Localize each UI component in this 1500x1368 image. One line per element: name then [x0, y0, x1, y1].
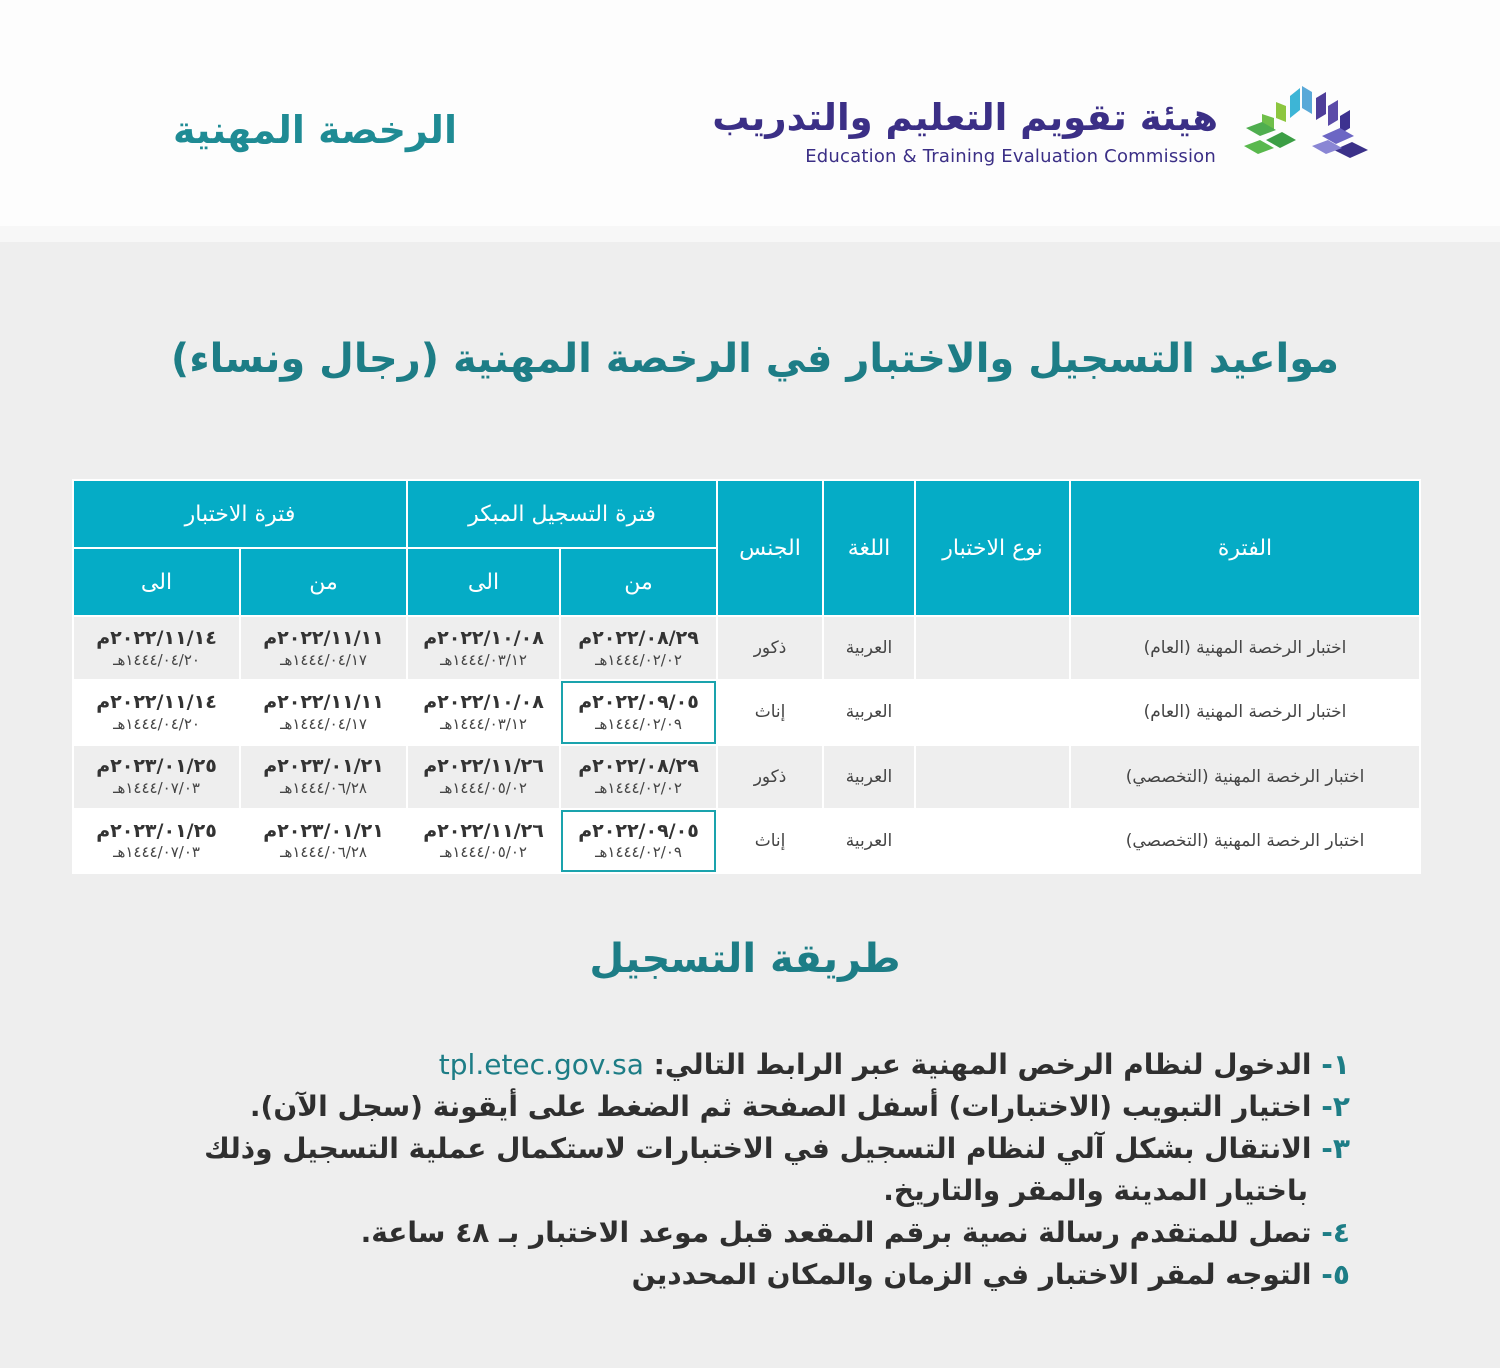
hijri-date: ١٤٤٤/٠٣/١٢هـ [440, 650, 527, 669]
step-text: التوجه لمقر الاختبار في الزمان والمكان المحددين [631, 1258, 1312, 1291]
schedule-table [72, 479, 1421, 874]
table-row [73, 680, 1420, 744]
cell-gender: ذكور [717, 616, 823, 680]
step-number: ٤- [1321, 1216, 1350, 1249]
registration-steps [204, 1044, 1350, 1296]
cell-reg-from [560, 616, 717, 680]
gregorian-date: ٢٠٢٢/١١/٢٦م [423, 819, 544, 842]
header-reg-to: الى [407, 548, 560, 616]
header-test-to: الى [73, 548, 240, 616]
step-text: الانتقال بشكل آلي لنظام التسجيل في الاختبارات لاستكمال عملية التسجيل وذلك [204, 1132, 1312, 1165]
cell-reg-to [407, 745, 560, 809]
cell-reg-from [560, 680, 717, 744]
gregorian-date: ٢٠٢٢/١٠/٠٨م [423, 691, 544, 714]
cell-test-to [73, 809, 240, 873]
gregorian-date: ٢٠٢٢/١١/٢٦م [423, 755, 544, 778]
org-name-arabic: هيئة تقويم التعليم والتدريب [712, 96, 1218, 139]
cell-reg-to [407, 809, 560, 873]
gregorian-date: ٢٠٢٢/٠٩/٠٥م [578, 819, 699, 842]
gregorian-date: ٢٠٢٣/٠١/٢٥م [96, 755, 217, 778]
cell-period: اختبار الرخصة المهنية (العام) [1070, 616, 1420, 680]
cell-language: العربية [823, 616, 915, 680]
hijri-date: ١٤٤٤/٠٦/٢٨هـ [280, 843, 367, 862]
table-row [73, 745, 1420, 809]
header-test-period: فترة الاختبار [73, 480, 407, 548]
hijri-date: ١٤٤٤/٠٥/٠٢هـ [440, 779, 527, 798]
hijri-date: ١٤٤٤/٠٤/١٧هـ [280, 714, 367, 733]
cell-period: اختبار الرخصة المهنية (العام) [1070, 680, 1420, 744]
step-item [210, 1254, 1350, 1296]
gregorian-date: ٢٠٢٢/١١/١١م [263, 691, 384, 714]
header-reg-from: من [560, 548, 717, 616]
cell-reg-to [407, 616, 560, 680]
cell-gender: إناث [717, 809, 823, 873]
gregorian-date: ٢٠٢٢/١١/١٤م [96, 626, 217, 649]
cell-test-from [240, 680, 407, 744]
gregorian-date: ٢٠٢٢/٠٩/٠٥م [578, 691, 699, 714]
gregorian-date: ٢٠٢٢/١٠/٠٨م [423, 626, 544, 649]
hijri-date: ١٤٤٤/٠٢/٠٩هـ [595, 843, 682, 862]
gregorian-date: ٢٠٢٢/١١/١١م [263, 626, 384, 649]
step-continuation: باختيار المدينة والمقر والتاريخ. [883, 1174, 1308, 1207]
gregorian-date: ٢٠٢٢/١١/١٤م [96, 691, 217, 714]
hijri-date: ١٤٤٤/٠٥/٠٢هـ [440, 843, 527, 862]
step-item [204, 1128, 1350, 1170]
hijri-date: ١٤٤٤/٠٧/٠٣هـ [113, 843, 200, 862]
brand-title: الرخصة المهنية [173, 108, 457, 152]
table-row [73, 809, 1420, 873]
etec-logo-icon [1238, 78, 1378, 170]
header-test-from: من [240, 548, 407, 616]
header-gender: الجنس [717, 480, 823, 616]
gregorian-date: ٢٠٢٣/٠١/٢٥م [96, 819, 217, 842]
cell-test-type [915, 680, 1070, 744]
cell-test-from [240, 809, 407, 873]
step-number: ٣- [1321, 1132, 1350, 1165]
cell-language: العربية [823, 745, 915, 809]
header-language: اللغة [823, 480, 915, 616]
hijri-date: ١٤٤٤/٠٤/١٧هـ [280, 650, 367, 669]
cell-test-to [73, 616, 240, 680]
registration-title: طريقة التسجيل [589, 936, 901, 982]
cell-gender: ذكور [717, 745, 823, 809]
cell-period: اختبار الرخصة المهنية (التخصصي) [1070, 745, 1420, 809]
cell-test-type [915, 616, 1070, 680]
step-text: تصل للمتقدم رسالة نصية برقم المقعد قبل موعد الاختبار بـ ٤٨ ساعة. [360, 1216, 1312, 1249]
header-test-type: نوع الاختبار [915, 480, 1070, 616]
hijri-date: ١٤٤٤/٠٤/٢٠هـ [113, 650, 200, 669]
step-number: ٢- [1321, 1090, 1350, 1123]
cell-language: العربية [823, 809, 915, 873]
gregorian-date: ٢٠٢٢/٠٨/٢٩م [578, 755, 699, 778]
step-item [210, 1212, 1350, 1254]
cell-gender: إناث [717, 680, 823, 744]
registration-link[interactable]: tpl.etec.gov.sa [438, 1048, 644, 1081]
hijri-date: ١٤٤٤/٠٢/٠٩هـ [595, 714, 682, 733]
gregorian-date: ٢٠٢٣/٠١/٢١م [263, 819, 384, 842]
hijri-date: ١٤٤٤/٠٣/١٢هـ [440, 714, 527, 733]
hijri-date: ١٤٤٤/٠٢/٠٢هـ [595, 650, 682, 669]
hijri-date: ١٤٤٤/٠٦/٢٨هـ [280, 779, 367, 798]
step-text: اختيار التبويب (الاختبارات) أسفل الصفحة ثم الضغط على أيقونة (سجل الآن). [249, 1090, 1312, 1123]
table-row [73, 616, 1420, 680]
cell-reg-from [560, 809, 717, 873]
header-period: الفترة [1070, 480, 1420, 616]
cell-reg-to [407, 680, 560, 744]
cell-test-from [240, 616, 407, 680]
step-item [210, 1044, 1350, 1086]
header-divider [0, 226, 1500, 242]
cell-period: اختبار الرخصة المهنية (التخصصي) [1070, 809, 1420, 873]
cell-test-to [73, 680, 240, 744]
hijri-date: ١٤٤٤/٠٤/٢٠هـ [113, 714, 200, 733]
header-early-registration: فترة التسجيل المبكر [407, 480, 717, 548]
hijri-date: ١٤٤٤/٠٧/٠٣هـ [113, 779, 200, 798]
step-item [210, 1086, 1350, 1128]
cell-language: العربية [823, 680, 915, 744]
cell-test-type [915, 809, 1070, 873]
gregorian-date: ٢٠٢٢/٠٨/٢٩م [578, 626, 699, 649]
step-number: ١- [1321, 1048, 1350, 1081]
cell-test-from [240, 745, 407, 809]
gregorian-date: ٢٠٢٣/٠١/٢١م [263, 755, 384, 778]
step-text: الدخول لنظام الرخص المهنية عبر الرابط التالي: [643, 1048, 1312, 1081]
org-name-english: Education & Training Evaluation Commission [805, 146, 1216, 167]
hijri-date: ١٤٤٤/٠٢/٠٢هـ [595, 779, 682, 798]
cell-reg-from [560, 745, 717, 809]
cell-test-to [73, 745, 240, 809]
page-title: مواعيد التسجيل والاختبار في الرخصة المهنية (رجال ونساء) [170, 336, 1340, 382]
cell-test-type [915, 745, 1070, 809]
step-number: ٥- [1321, 1258, 1350, 1291]
